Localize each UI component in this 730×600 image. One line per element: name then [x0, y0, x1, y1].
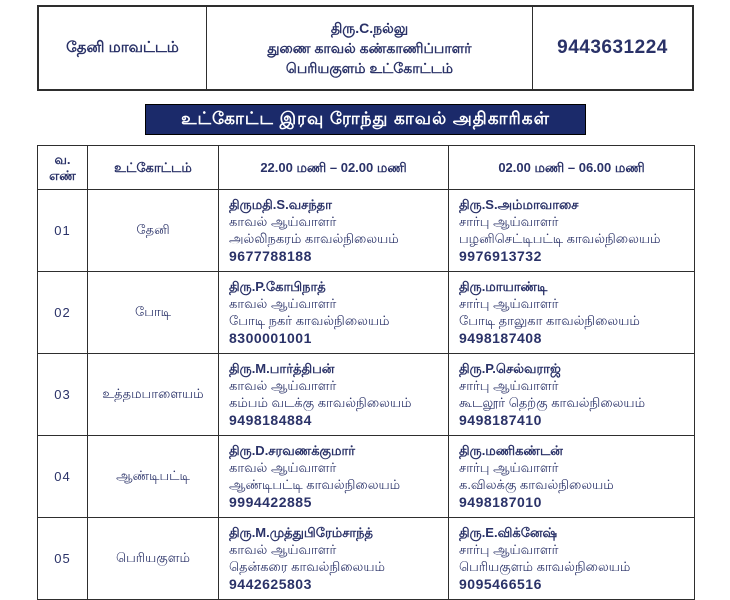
shift2-officer-cell: [449, 354, 695, 436]
officer-phone: 9498187410: [459, 412, 542, 428]
dsp-officer-designation: துணை காவல் கண்காணிப்பாளர்: [267, 40, 472, 56]
table-row: [38, 354, 695, 436]
col-header-shift2-time: 02.00 மணி – 06.00 மணி: [449, 146, 695, 190]
officer-name: திரு.M.முத்துபிரேம்சாந்த்: [229, 525, 373, 540]
police-station: ஆண்டிபட்டி காவல்நிலையம்: [229, 477, 401, 492]
police-station: கூடலூர் தெற்கு காவல்நிலையம்: [459, 395, 646, 410]
shift1-officer-cell: [219, 272, 449, 354]
officer-designation: காவல் ஆய்வாளர்: [229, 214, 337, 229]
officer-phone: 9976913732: [459, 248, 542, 264]
header-table: [37, 5, 694, 91]
serial-no-cell: 03: [38, 354, 88, 436]
table-row: [38, 518, 695, 600]
police-station: அல்லிநகரம் காவல்நிலையம்: [229, 231, 399, 246]
police-station: பெரியகுளம் காவல்நிலையம்: [459, 559, 631, 574]
officer-designation: சார்பு ஆய்வாளர்: [459, 460, 559, 475]
title-banner: [145, 104, 586, 135]
officer-phone: 9095466516: [459, 576, 542, 592]
subdivision-cell: பெரியகுளம்: [88, 518, 219, 600]
col-header-subdivision: உட்கோட்டம்: [88, 146, 219, 190]
serial-no-cell: 01: [38, 190, 88, 272]
table-row: [38, 190, 695, 272]
subdivision-cell: ஆண்டிபட்டி: [88, 436, 219, 518]
police-station: போடி நகர் காவல்நிலையம்: [229, 313, 390, 328]
night-patrol-officers-table: [37, 145, 695, 600]
shift1-officer-cell: [219, 436, 449, 518]
officer-designation: சார்பு ஆய்வாளர்: [459, 542, 559, 557]
district-label: தேனி மாவட்டம்: [66, 38, 179, 56]
officer-phone: 9498184884: [229, 412, 312, 428]
dsp-phone-number: 9443631224: [557, 37, 668, 58]
page-title: உட்கோட்ட இரவு ரோந்து காவல் அதிகாரிகள்: [181, 108, 550, 128]
shift2-officer-cell: [449, 190, 695, 272]
officer-name: திரு.E.விக்னேஷ்: [459, 525, 558, 540]
officer-name: திரு.மணிகண்டன்: [459, 443, 563, 458]
subdivision-cell: தேனி: [88, 190, 219, 272]
police-station: பழனிசெட்டிபட்டி காவல்நிலையம்: [459, 231, 661, 246]
shift2-officer-cell: [449, 272, 695, 354]
table-header-row: [38, 146, 695, 190]
officer-name: திரு.P.கோபிநாத்: [229, 279, 326, 294]
officer-name: திரு.P.செல்வராஜ்: [459, 361, 561, 376]
shift2-officer-cell: [449, 436, 695, 518]
serial-no-cell: 02: [38, 272, 88, 354]
officer-name: திரு.S.அம்மாவாசை: [459, 197, 579, 212]
officer-designation: காவல் ஆய்வாளர்: [229, 542, 337, 557]
officer-phone: 9677788188: [229, 248, 312, 264]
officer-phone: 9442625803: [229, 576, 312, 592]
shift2-officer-cell: [449, 518, 695, 600]
dsp-phone-cell: [533, 7, 692, 89]
officer-designation: சார்பு ஆய்வாளர்: [459, 296, 559, 311]
officer-phone: 9498187010: [459, 494, 542, 510]
shift1-officer-cell: [219, 354, 449, 436]
police-station: தென்கரை காவல்நிலையம்: [229, 559, 385, 574]
officer-name: திருமதி.S.வசந்தா: [229, 197, 332, 212]
shift1-officer-cell: [219, 518, 449, 600]
dsp-officer-name: திரு.C.நல்லு: [330, 20, 409, 36]
officer-phone: 9994422885: [229, 494, 312, 510]
officer-designation: காவல் ஆய்வாளர்: [229, 460, 337, 475]
officer-designation: சார்பு ஆய்வாளர்: [459, 214, 559, 229]
officer-designation: சார்பு ஆய்வாளர்: [459, 378, 559, 393]
district-cell: [39, 7, 207, 89]
col-header-serial-no: வ. எண்: [38, 146, 88, 190]
serial-no-cell: 04: [38, 436, 88, 518]
subdivision-cell: உத்தமபாளையம்: [88, 354, 219, 436]
officer-phone: 8300001001: [229, 330, 312, 346]
officer-name: திரு.D.சரவணக்குமார்: [229, 443, 356, 458]
officer-name: திரு.M.பார்த்திபன்: [229, 361, 335, 376]
col-header-shift1-time: 22.00 மணி – 02.00 மணி: [219, 146, 449, 190]
officer-phone: 9498187408: [459, 330, 542, 346]
table-row: [38, 436, 695, 518]
police-station: கம்பம் வடக்கு காவல்நிலையம்: [229, 395, 412, 410]
officer-designation: காவல் ஆய்வாளர்: [229, 296, 337, 311]
dsp-officer-subdivision: பெரியகுளம் உட்கோட்டம்: [285, 60, 454, 76]
police-station: போடி தாலுகா காவல்நிலையம்: [459, 313, 640, 328]
table-row: [38, 272, 695, 354]
subdivision-cell: போடி: [88, 272, 219, 354]
officer-name: திரு.மாயாண்டி: [459, 279, 548, 294]
dsp-officer-cell: [207, 7, 533, 89]
shift1-officer-cell: [219, 190, 449, 272]
officer-designation: காவல் ஆய்வாளர்: [229, 378, 337, 393]
serial-no-cell: 05: [38, 518, 88, 600]
police-station: க.விலக்கு காவல்நிலையம்: [459, 477, 614, 492]
